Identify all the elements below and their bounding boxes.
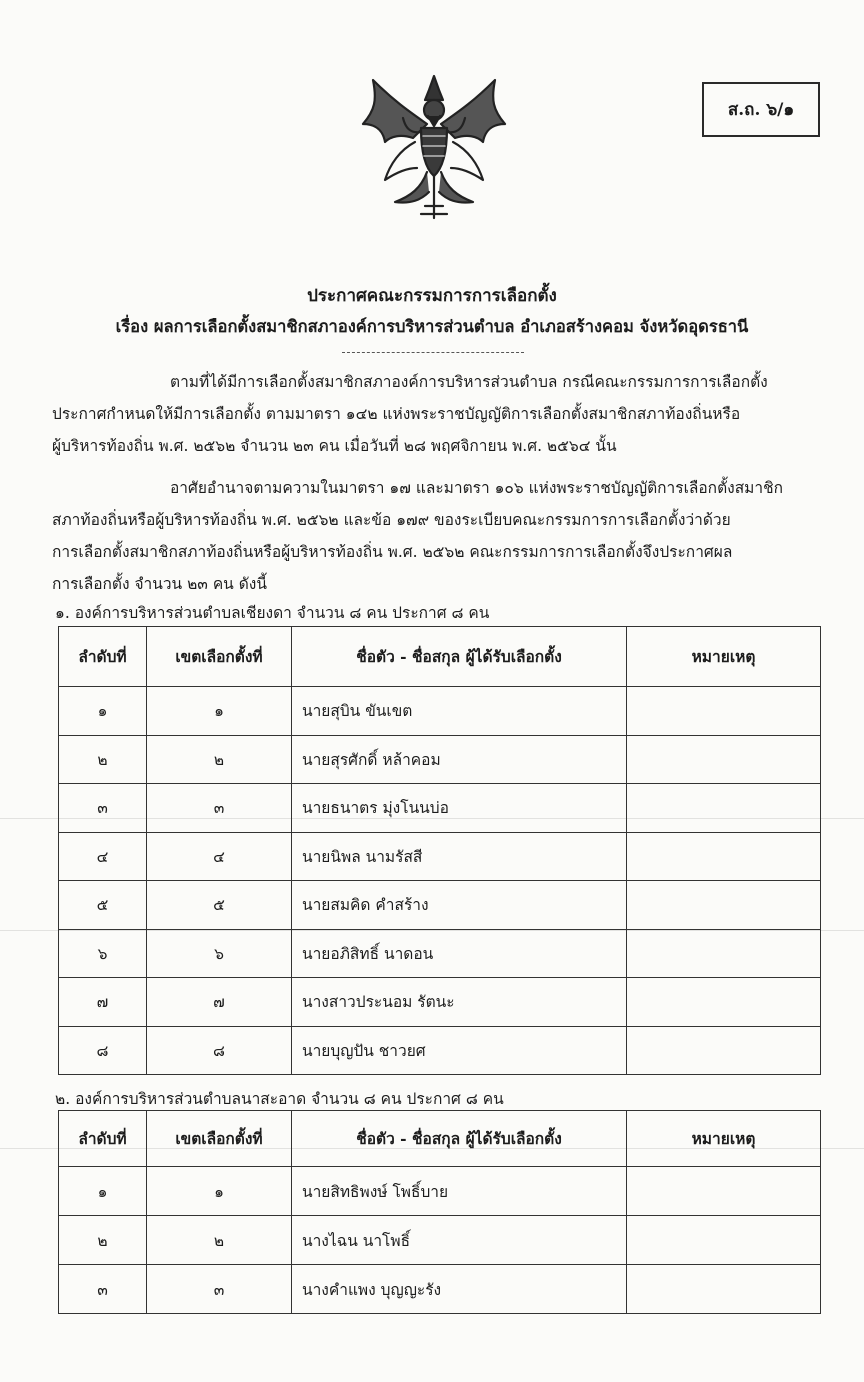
cell-remark xyxy=(627,1216,821,1265)
results-table-chiangda xyxy=(58,626,821,1075)
column-header-district: เขตเลือกตั้งที่ xyxy=(147,627,292,687)
column-header-remark: หมายเหตุ xyxy=(627,627,821,687)
cell-order: ๒ xyxy=(59,1216,147,1265)
cell-order: ๑ xyxy=(59,687,147,736)
cell-district: ๑ xyxy=(147,1167,292,1216)
cell-district: ๔ xyxy=(147,832,292,881)
paragraph-authority xyxy=(52,472,816,600)
cell-order: ๕ xyxy=(59,881,147,930)
table-row xyxy=(59,687,821,736)
cell-remark xyxy=(627,1026,821,1075)
cell-district: ๓ xyxy=(147,784,292,833)
column-header-order: ลำดับที่ xyxy=(59,1111,147,1167)
cell-district: ๕ xyxy=(147,881,292,930)
table-row xyxy=(59,881,821,930)
column-header-remark: หมายเหตุ xyxy=(627,1111,821,1167)
section-title-nasaat: ๒. องค์การบริหารส่วนตำบลนาสะอาด จำนวน ๘ คน ประกาศ ๘ คน xyxy=(55,1090,504,1108)
cell-order: ๓ xyxy=(59,784,147,833)
cell-district: ๘ xyxy=(147,1026,292,1075)
form-code-box: ส.ถ. ๖/๑ xyxy=(702,82,820,137)
table-row xyxy=(59,1216,821,1265)
cell-remark xyxy=(627,687,821,736)
cell-order: ๖ xyxy=(59,929,147,978)
cell-name: นางไฉน นาโพธิ์ xyxy=(292,1216,627,1265)
cell-name: นายนิพล นามรัสสี xyxy=(292,832,627,881)
cell-order: ๘ xyxy=(59,1026,147,1075)
cell-remark xyxy=(627,1265,821,1314)
cell-order: ๔ xyxy=(59,832,147,881)
cell-remark xyxy=(627,1167,821,1216)
cell-name: นายสิทธิพงษ์ โพธิ์บาย xyxy=(292,1167,627,1216)
table-row xyxy=(59,784,821,833)
column-header-district: เขตเลือกตั้งที่ xyxy=(147,1111,292,1167)
results-table-nasaat xyxy=(58,1110,821,1314)
cell-remark xyxy=(627,832,821,881)
paragraph-line: การเลือกตั้ง จำนวน ๒๓ คน ดังนี้ xyxy=(52,575,267,593)
announcement-title: ประกาศคณะกรรมการการเลือกตั้ง xyxy=(307,286,557,306)
table-row xyxy=(59,1026,821,1075)
cell-name: นายสมคิด คำสร้าง xyxy=(292,881,627,930)
table-header-row xyxy=(59,627,821,687)
paragraph-line: การเลือกตั้งสมาชิกสภาท้องถิ่นหรือผู้บริหารท้องถิ่น พ.ศ. ๒๕๖๒ คณะกรรมการการเลือกตั้งจึงประกาศผล xyxy=(52,543,733,561)
table-header-row xyxy=(59,1111,821,1167)
cell-remark xyxy=(627,881,821,930)
garuda-emblem-icon xyxy=(355,72,513,222)
table-row xyxy=(59,978,821,1027)
cell-name: นายธนาตร มุ่งโนนบ่อ xyxy=(292,784,627,833)
cell-district: ๗ xyxy=(147,978,292,1027)
cell-remark xyxy=(627,735,821,784)
table-row xyxy=(59,929,821,978)
cell-name: นายอภิสิทธิ์ นาดอน xyxy=(292,929,627,978)
column-header-name: ชื่อตัว - ชื่อสกุล ผู้ได้รับเลือกตั้ง xyxy=(292,1111,627,1167)
title-divider xyxy=(342,352,524,353)
table-row xyxy=(59,832,821,881)
paragraph-line: อาศัยอำนาจตามความในมาตรา ๑๗ และมาตรา ๑๐๖ แห่งพระราชบัญญัติการเลือกตั้งสมาชิก xyxy=(170,479,783,497)
cell-remark xyxy=(627,784,821,833)
cell-name: นางสาวประนอม รัตนะ xyxy=(292,978,627,1027)
cell-order: ๑ xyxy=(59,1167,147,1216)
paragraph-line: ประกาศกำหนดให้มีการเลือกตั้ง ตามมาตรา ๑๔๒ แห่งพระราชบัญญัติการเลือกตั้งสมาชิกสภาท้องถิ่นหรือ xyxy=(52,405,741,423)
announcement-subject: เรื่อง ผลการเลือกตั้งสมาชิกสภาองค์การบริหารส่วนตำบล อำเภอสร้างคอม จังหวัดอุดรธานี xyxy=(115,317,749,336)
cell-district: ๒ xyxy=(147,735,292,784)
paragraph-line: ผู้บริหารท้องถิ่น พ.ศ. ๒๕๖๒ จำนวน ๒๓ คน เมื่อวันที่ ๒๘ พฤศจิกายน พ.ศ. ๒๕๖๔ นั้น xyxy=(52,437,617,455)
table-row xyxy=(59,1265,821,1314)
section-title-chiangda: ๑. องค์การบริหารส่วนตำบลเชียงดา จำนวน ๘ คน ประกาศ ๘ คน xyxy=(55,604,490,622)
cell-district: ๒ xyxy=(147,1216,292,1265)
cell-district: ๑ xyxy=(147,687,292,736)
table-row xyxy=(59,1167,821,1216)
cell-order: ๗ xyxy=(59,978,147,1027)
cell-remark xyxy=(627,929,821,978)
cell-name: นายสุบิน ขันเขต xyxy=(292,687,627,736)
paragraph-preamble xyxy=(52,366,816,462)
paragraph-line: สภาท้องถิ่นหรือผู้บริหารท้องถิ่น พ.ศ. ๒๕๖๒ และข้อ ๑๗๙ ของระเบียบคณะกรรมการการเลือกตั้งว่าด้วย xyxy=(52,511,731,529)
paragraph-line: ตามที่ได้มีการเลือกตั้งสมาชิกสภาองค์การบริหารส่วนตำบล กรณีคณะกรรมการการเลือกตั้ง xyxy=(170,373,768,391)
column-header-name: ชื่อตัว - ชื่อสกุล ผู้ได้รับเลือกตั้ง xyxy=(292,627,627,687)
cell-district: ๓ xyxy=(147,1265,292,1314)
cell-remark xyxy=(627,978,821,1027)
cell-order: ๓ xyxy=(59,1265,147,1314)
cell-name: นายบุญปัน ชาวยศ xyxy=(292,1026,627,1075)
cell-order: ๒ xyxy=(59,735,147,784)
cell-name: นายสุรศักดิ์ หล้าคอม xyxy=(292,735,627,784)
table-row xyxy=(59,735,821,784)
column-header-order: ลำดับที่ xyxy=(59,627,147,687)
cell-district: ๖ xyxy=(147,929,292,978)
cell-name: นางคำแพง บุญญะรัง xyxy=(292,1265,627,1314)
